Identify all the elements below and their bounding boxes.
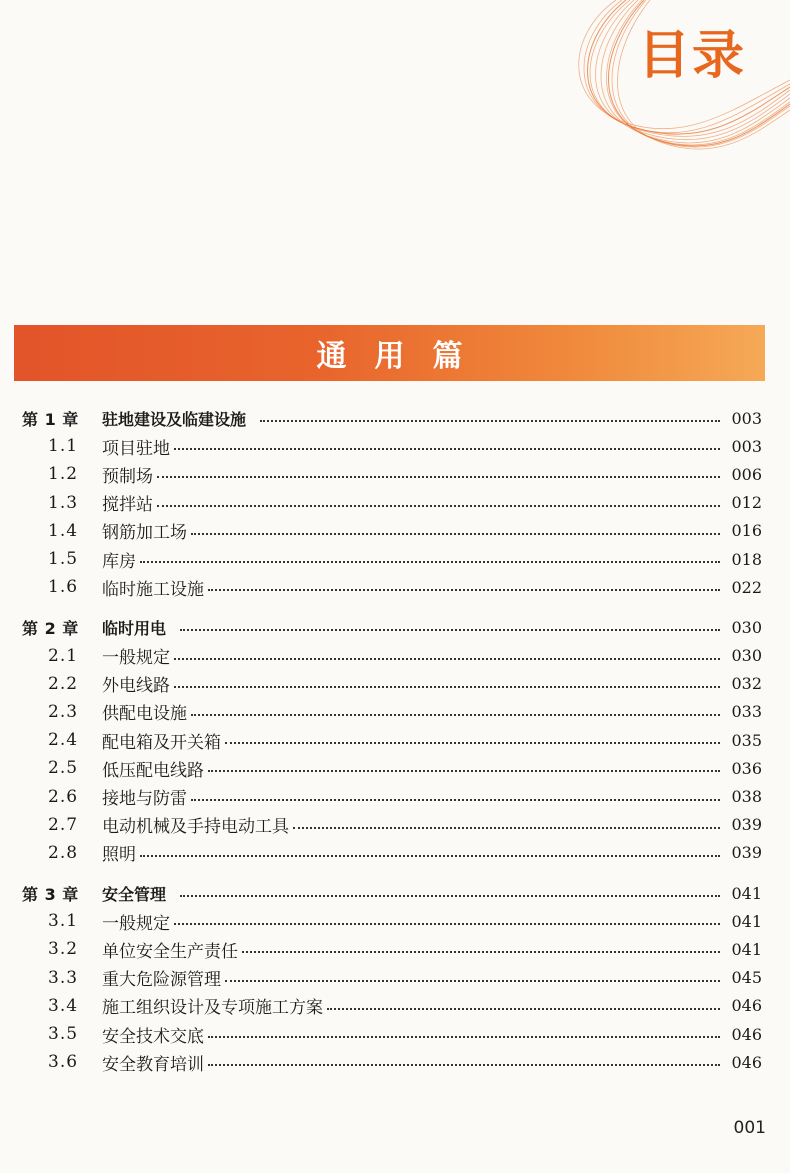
section-title: 预制场 xyxy=(102,466,153,487)
chapter-number: 第 1 章 xyxy=(22,409,79,429)
toc-section-entry[interactable] xyxy=(22,642,762,670)
dot-leader xyxy=(208,1036,720,1038)
section-number: 1.6 xyxy=(48,577,79,598)
chapter-number: 第 3 章 xyxy=(22,884,79,904)
toc-chapter-entry[interactable] xyxy=(22,879,762,907)
dot-leader xyxy=(191,799,720,801)
section-title: 电动机械及手持电动工具 xyxy=(102,817,289,838)
table-of-contents xyxy=(22,404,762,1076)
chapter-title: 驻地建设及临建设施 xyxy=(102,409,247,429)
page-ref: 041 xyxy=(731,939,762,959)
section-title: 钢筋加工场 xyxy=(102,523,187,544)
toc-section-entry[interactable] xyxy=(22,907,762,935)
section-banner xyxy=(14,325,765,381)
section-number: 2.2 xyxy=(48,673,79,694)
page-ref: 038 xyxy=(731,787,762,807)
page-ref: 035 xyxy=(731,730,762,750)
page-ref: 012 xyxy=(731,493,762,513)
toc-chapter-entry[interactable] xyxy=(22,404,762,432)
dot-leader xyxy=(174,658,720,660)
section-title: 安全技术交底 xyxy=(102,1026,204,1047)
page-ref: 039 xyxy=(731,843,762,863)
chapter-title: 临时用电 xyxy=(102,618,167,638)
toc-section-entry[interactable] xyxy=(22,517,762,545)
section-number: 1.5 xyxy=(48,549,79,570)
dot-leader xyxy=(260,420,720,422)
dot-leader xyxy=(327,1008,720,1010)
section-number: 3.1 xyxy=(48,911,79,932)
dot-leader xyxy=(157,476,720,478)
section-number: 2.1 xyxy=(48,645,79,666)
toc-chapter-entry[interactable] xyxy=(22,613,762,641)
dot-leader xyxy=(174,686,720,688)
toc-section-entry[interactable] xyxy=(22,782,762,810)
section-title: 低压配电线路 xyxy=(102,760,204,781)
page-ref: 033 xyxy=(731,702,762,722)
toc-section-entry[interactable] xyxy=(22,992,762,1020)
section-title: 一般规定 xyxy=(102,648,170,669)
dot-leader xyxy=(208,770,720,772)
page-ref: 030 xyxy=(731,617,762,637)
page-ref: 032 xyxy=(731,674,762,694)
dot-leader xyxy=(140,855,720,857)
dot-leader xyxy=(191,533,720,535)
section-number: 1.2 xyxy=(48,464,79,485)
page-ref: 046 xyxy=(731,1024,762,1044)
toc-section-entry[interactable] xyxy=(22,839,762,867)
page-title: 目录 xyxy=(638,26,747,86)
dot-leader xyxy=(242,951,720,953)
section-title: 搅拌站 xyxy=(102,495,153,516)
toc-section-entry[interactable] xyxy=(22,964,762,992)
dot-leader xyxy=(293,827,720,829)
page-number: 001 xyxy=(733,1118,766,1138)
toc-section-entry[interactable] xyxy=(22,935,762,963)
section-number: 1.4 xyxy=(48,520,79,541)
section-title: 供配电设施 xyxy=(102,704,187,725)
section-title: 外电线路 xyxy=(102,676,170,697)
chapter-title: 安全管理 xyxy=(102,884,167,904)
toc-section-entry[interactable] xyxy=(22,1048,762,1076)
page-ref: 039 xyxy=(731,815,762,835)
page-ref: 022 xyxy=(731,577,762,597)
toc-section-entry[interactable] xyxy=(22,726,762,754)
section-number: 3.5 xyxy=(48,1024,79,1045)
dot-leader xyxy=(180,895,720,897)
page-ref: 006 xyxy=(731,464,762,484)
toc-section-entry[interactable] xyxy=(22,811,762,839)
toc-section-entry[interactable] xyxy=(22,1020,762,1048)
section-number: 2.3 xyxy=(48,701,79,722)
page-ref: 041 xyxy=(731,883,762,903)
section-title: 配电箱及开关箱 xyxy=(102,732,221,753)
page-ref: 003 xyxy=(731,436,762,456)
toc-section-entry[interactable] xyxy=(22,545,762,573)
section-number: 3.3 xyxy=(48,967,79,988)
section-title: 重大危险源管理 xyxy=(102,970,221,991)
section-number: 3.6 xyxy=(48,1052,79,1073)
section-title: 项目驻地 xyxy=(102,438,170,459)
section-title: 通用篇 xyxy=(316,339,491,374)
dot-leader xyxy=(140,561,720,563)
section-number: 3.4 xyxy=(48,995,79,1016)
page-ref: 046 xyxy=(731,1052,762,1072)
section-number: 1.3 xyxy=(48,492,79,513)
toc-section-entry[interactable] xyxy=(22,670,762,698)
page-ref: 046 xyxy=(731,996,762,1016)
section-title: 安全教育培训 xyxy=(102,1054,204,1075)
dot-leader xyxy=(225,980,720,982)
toc-section-entry[interactable] xyxy=(22,754,762,782)
section-number: 2.4 xyxy=(48,730,79,751)
page-ref: 003 xyxy=(731,408,762,428)
section-title: 临时施工设施 xyxy=(102,579,204,600)
dot-leader xyxy=(208,1064,720,1066)
toc-section-entry[interactable] xyxy=(22,432,762,460)
toc-section-entry[interactable] xyxy=(22,460,762,488)
section-number: 3.2 xyxy=(48,939,79,960)
toc-section-entry[interactable] xyxy=(22,573,762,601)
section-title: 一般规定 xyxy=(102,913,170,934)
section-number: 1.1 xyxy=(48,436,79,457)
page-ref: 030 xyxy=(731,646,762,666)
section-title: 单位安全生产责任 xyxy=(102,941,238,962)
page-ref: 041 xyxy=(731,911,762,931)
dot-leader xyxy=(208,589,720,591)
page-ref: 018 xyxy=(731,549,762,569)
toc-section-entry[interactable] xyxy=(22,698,762,726)
page-ref: 016 xyxy=(731,521,762,541)
chapter-number: 第 2 章 xyxy=(22,618,79,638)
section-number: 2.7 xyxy=(48,814,79,835)
section-title: 照明 xyxy=(102,845,136,866)
dot-leader xyxy=(225,742,720,744)
dot-leader xyxy=(174,448,720,450)
dot-leader xyxy=(180,629,720,631)
page-ref: 045 xyxy=(731,968,762,988)
page-ref: 036 xyxy=(731,758,762,778)
dot-leader xyxy=(191,714,720,716)
dot-leader xyxy=(157,505,720,507)
section-title: 施工组织设计及专项施工方案 xyxy=(102,998,323,1019)
toc-section-entry[interactable] xyxy=(22,489,762,517)
section-title: 库房 xyxy=(102,551,136,572)
section-title: 接地与防雷 xyxy=(102,789,187,810)
section-number: 2.5 xyxy=(48,758,79,779)
section-number: 2.8 xyxy=(48,842,79,863)
section-number: 2.6 xyxy=(48,786,79,807)
dot-leader xyxy=(174,923,720,925)
